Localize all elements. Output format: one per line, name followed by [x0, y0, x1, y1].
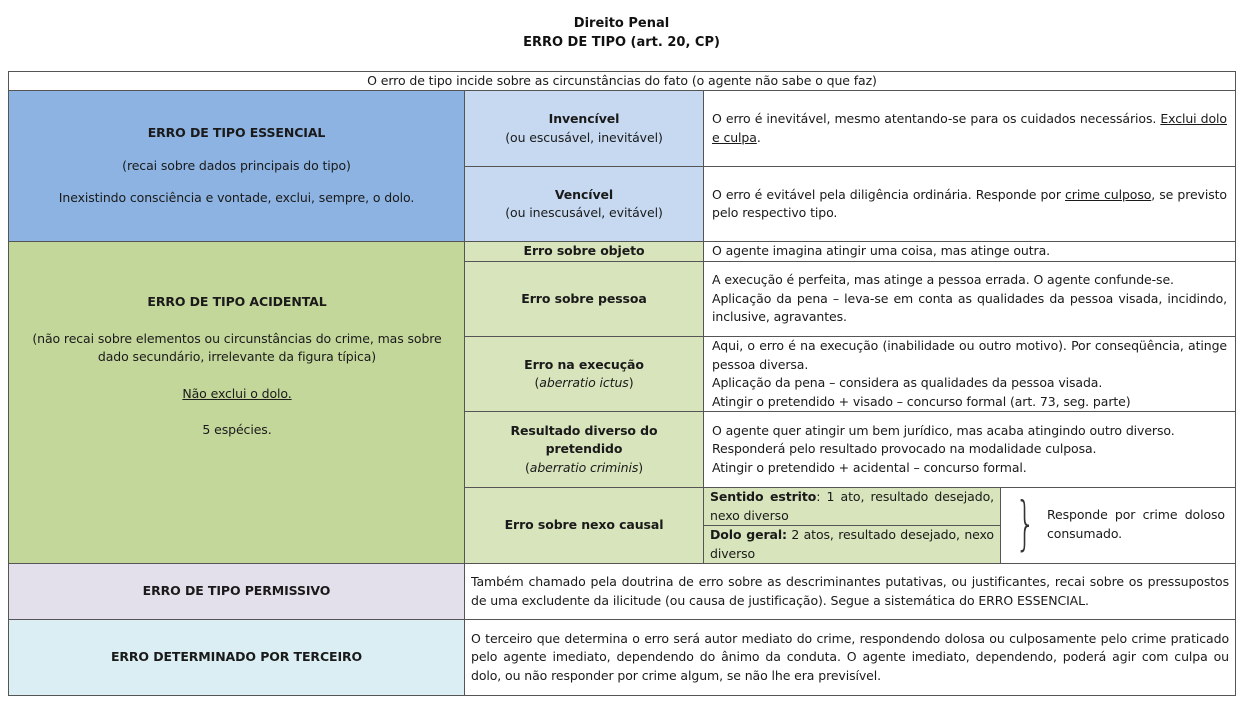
dolo-geral-label: Dolo geral	[710, 527, 783, 542]
nexo-sentido-estrito-cell	[704, 488, 1001, 526]
acidental-note: Não exclui o dolo.	[182, 385, 292, 401]
execucao-desc-cell	[704, 337, 1235, 412]
invencivel-alt: (ou escusável, inevitável)	[505, 129, 663, 145]
right-brace-icon: }	[1015, 489, 1036, 557]
intro-text: O erro de tipo incide sobre as circunstâncias do fato (o agente não sabe o que faz)	[367, 72, 877, 88]
pessoa-desc-line: Aplicação da pena – leva-se em conta as qualidades da pessoa visada, incidindo, inclusive, agravantes.	[712, 290, 1227, 325]
vencivel-name-cell	[465, 167, 704, 242]
terceiro-title: ERRO DETERMINADO POR TERCEIRO	[110, 649, 363, 665]
pessoa-name: Erro sobre pessoa	[521, 290, 647, 306]
nexo-conclusion-cell	[1001, 488, 1235, 564]
vencivel-desc-text: O erro é evitável pela diligência ordinária. Responde por	[712, 186, 1066, 202]
execucao-desc-line: Aqui, o erro é na execução (inabilidade ou outro motivo). Por conseqüência, atinge pessoa diversa.	[712, 338, 1227, 372]
execucao-latin: (aberratio ictus)	[534, 375, 634, 390]
subject-title: Direito Penal	[573, 16, 670, 31]
invencivel-name: Invencível	[548, 111, 620, 126]
document-header	[0, 14, 1243, 52]
execucao-desc-line: Atingir o pretendido + visado – concurso formal (art. 73, seg. parte)	[712, 393, 1131, 409]
execucao-name: Erro na execução	[524, 356, 644, 372]
invencivel-name-cell	[465, 91, 704, 167]
sentido-estrito-text: 1 ato, resultado desejado, nexo diverso	[710, 489, 994, 523]
resultado-desc-line: Atingir o pretendido + acidental – concurso formal.	[712, 459, 1027, 475]
execucao-name-cell	[465, 337, 704, 412]
nexo-conclusion: Responde por crime doloso consumado.	[1047, 507, 1225, 541]
objeto-name: Erro sobre objeto	[523, 243, 645, 259]
dolo-geral-text: 2 atos, resultado desejado, nexo diverso	[710, 527, 994, 561]
acidental-subtitle: (não recai sobre elementos ou circunstâncias do crime, mas sobre dado secundário, irrelevante da figura típica)	[32, 330, 442, 364]
vencivel-desc-end: , se previsto pelo respectivo tipo.	[712, 186, 1227, 220]
permissivo-desc: Também chamado pela doutrina de erro sobre as descriminantes putativas, ou justificantes, recai sobre os pressupostos de uma excludente da ilicitude (ou causa de justificação). Segue a sistemática do ERRO ESSENCIAL.	[471, 574, 1229, 608]
permissivo-category-cell	[9, 564, 465, 620]
objeto-desc-cell	[704, 242, 1235, 262]
nexo-name-cell	[465, 488, 704, 564]
resultado-desc-line: Responderá pelo resultado provocado na modalidade culposa.	[712, 441, 1097, 457]
acidental-category-cell	[9, 242, 465, 564]
nexo-dolo-geral	[710, 526, 994, 563]
pessoa-desc-line: A execução é perfeita, mas atinge a pessoa errada. O agente confunde-se.	[712, 272, 1174, 288]
vencivel-name: Vencível	[554, 186, 614, 202]
vencivel-alt: (ou inescusável, evitável)	[505, 205, 663, 220]
erro-de-tipo-table	[8, 71, 1236, 696]
resultado-desc-line: O agente quer atingir um bem jurídico, mas acaba atingindo outro diverso.	[712, 422, 1175, 438]
resultado-latin: (aberratio criminis)	[524, 459, 644, 475]
essencial-category-cell	[9, 91, 465, 242]
pessoa-desc-cell	[704, 262, 1235, 337]
execucao-latin-text: aberratio ictus	[539, 375, 629, 390]
nexo-name: Erro sobre nexo causal	[504, 517, 664, 533]
dolo-geral-sep: :	[782, 527, 787, 542]
essencial-note: Inexistindo consciência e vontade, exclui, sempre, o dolo.	[58, 190, 415, 206]
objeto-desc: O agente imagina atingir uma coisa, mas atinge outra.	[712, 243, 1050, 259]
nexo-dolo-geral-cell	[704, 526, 1001, 564]
execucao-desc-line: Aplicação da pena – considera as qualidades da pessoa visada.	[712, 375, 1103, 390]
invencivel-desc	[712, 110, 1227, 147]
resultado-name-cell	[465, 412, 704, 488]
vencivel-desc-emphasis: crime culposo	[1065, 186, 1152, 202]
invencivel-desc-text: O erro é inevitável, mesmo atentando-se para os cuidados necessários.	[712, 111, 1161, 126]
page-title: ERRO DE TIPO (art. 20, CP)	[523, 35, 720, 50]
vencivel-desc	[712, 186, 1227, 223]
pessoa-name-cell	[465, 262, 704, 337]
terceiro-category-cell	[9, 620, 465, 695]
essencial-subtitle: (recai sobre dados principais do tipo)	[122, 157, 351, 173]
terceiro-desc: O terceiro que determina o erro será autor mediato do crime, respondendo dolosa ou culposamente pelo crime praticado pelo agente imediato, dependendo do ânimo da conduta. O agente imediato, dependendo, poderá agir com culpa ou dolo, ou não responder por crime algum, se não lhe era previsível.	[471, 630, 1229, 683]
invencivel-desc-cell	[704, 91, 1235, 167]
sentido-estrito-label: Sentido estrito	[710, 489, 817, 504]
sentido-estrito-sep: :	[816, 489, 821, 504]
essencial-title: ERRO DE TIPO ESSENCIAL	[147, 125, 326, 141]
nexo-sentido-estrito	[710, 488, 994, 525]
permissivo-desc-cell	[465, 564, 1235, 620]
objeto-name-cell	[465, 242, 704, 262]
intro-row	[9, 72, 1235, 91]
resultado-name: Resultado diverso do pretendido	[510, 422, 658, 457]
vencivel-desc-cell	[704, 167, 1235, 242]
invencivel-desc-emphasis: Exclui dolo e culpa	[712, 111, 1227, 145]
resultado-desc-cell	[704, 412, 1235, 488]
invencivel-desc-end: .	[756, 129, 761, 145]
resultado-latin-text: aberratio criminis	[529, 459, 639, 475]
terceiro-desc-cell	[465, 620, 1235, 695]
permissivo-title: ERRO DE TIPO PERMISSIVO	[142, 583, 331, 599]
acidental-title: ERRO DE TIPO ACIDENTAL	[147, 294, 327, 309]
acidental-count: 5 espécies.	[202, 422, 272, 437]
